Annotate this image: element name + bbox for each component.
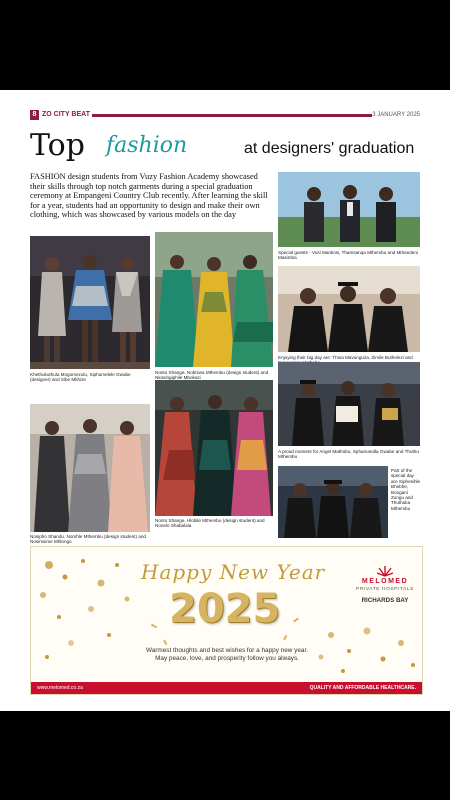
ad-message-line2: May peace, love, and prosperity follow you always. (155, 655, 299, 662)
caption-certificate-moment: A proud moment for Angel Mathobo, Sphamandla Gwabe and Thuthu Mthembu (278, 449, 419, 460)
issue-date: 3 JANUARY 2025 (372, 112, 420, 118)
ad-slogan: QUALITY AND AFFORDABLE HEALTHCARE. (309, 685, 416, 691)
ad-brand-sub: PRIVATE HOSPITALS (356, 587, 414, 592)
ad-year: 2025 (169, 586, 281, 632)
caption-special-guests: Special guests - Vusi Mankosi, Thamsanqa Mthembu and Mthandeni Masimba (278, 250, 418, 261)
header-rule (92, 114, 372, 117)
ad-url-link[interactable]: www.melomed.co.za (37, 685, 83, 691)
photo-special-guests (278, 172, 420, 247)
article-headline (30, 128, 422, 168)
caption-patterned-dresses: Nonto Shange, Hlobile Mthembu (design student) and Nonelo Shabalala (155, 518, 265, 529)
ad-message (127, 647, 327, 663)
melomed-logo (353, 565, 417, 609)
caption-runway-models: Khethukuthula Mngomezulu, Siphumelele Gwabe (designer) and Sibe Mkhize (30, 372, 131, 383)
ad-brand: MELOMED (361, 578, 409, 585)
photo-evening-wear (30, 404, 150, 532)
melomed-advert (30, 546, 423, 695)
caption-green-dresses: Nonto Shange, Nobizwa Mthembu (design student) and Nkosingiphile Mbokazi (155, 370, 269, 381)
headline-top: Top (30, 128, 85, 163)
caption-graduates-group: Part of the special day are Siphesihle Bhebhe, Bongani Zungu and Thuthuka Mthembu (391, 468, 421, 511)
headline-fashion: fashion (106, 133, 188, 158)
ad-message-line1: Warmest thoughts and best wishes for a happy new year. (145, 647, 309, 654)
caption-graduates-gowns: Enjoying their big day are: Thina Mavunguza, Zimile Buthelezi and (278, 355, 413, 360)
photo-patterned-dresses (155, 380, 273, 516)
starburst-icon (377, 565, 393, 577)
photo-graduates-group (278, 466, 388, 538)
page-header (30, 110, 420, 120)
section-title: ZO CITY BEAT (42, 111, 90, 118)
ad-greeting: Happy New Year (141, 560, 326, 584)
photo-graduates-gowns (278, 266, 420, 352)
photo-green-dresses (155, 232, 273, 367)
article-intro: FASHION design students from Vuzy Fashion Academy showcased their skills through top notch garments during a special graduation ceremony at Empangeni Country Club recently. After learning the skill for a year, students had an opportunity to design and make their own clothing, which was showcased by various models on the day (30, 172, 268, 220)
photo-runway-models (30, 236, 150, 369)
photo-certificate-moment (278, 362, 420, 446)
caption-evening-wear: Nosipho Shandu, Nomhle Mthembu (design student) and Nosimsime Mhlongo (30, 534, 146, 545)
newspaper-page (0, 90, 450, 711)
ad-footer-bar (31, 682, 422, 694)
page-number: 8 (30, 110, 39, 120)
headline-rest: at designers' graduation (244, 140, 415, 157)
ad-location: RICHARDS BAY (361, 597, 409, 604)
